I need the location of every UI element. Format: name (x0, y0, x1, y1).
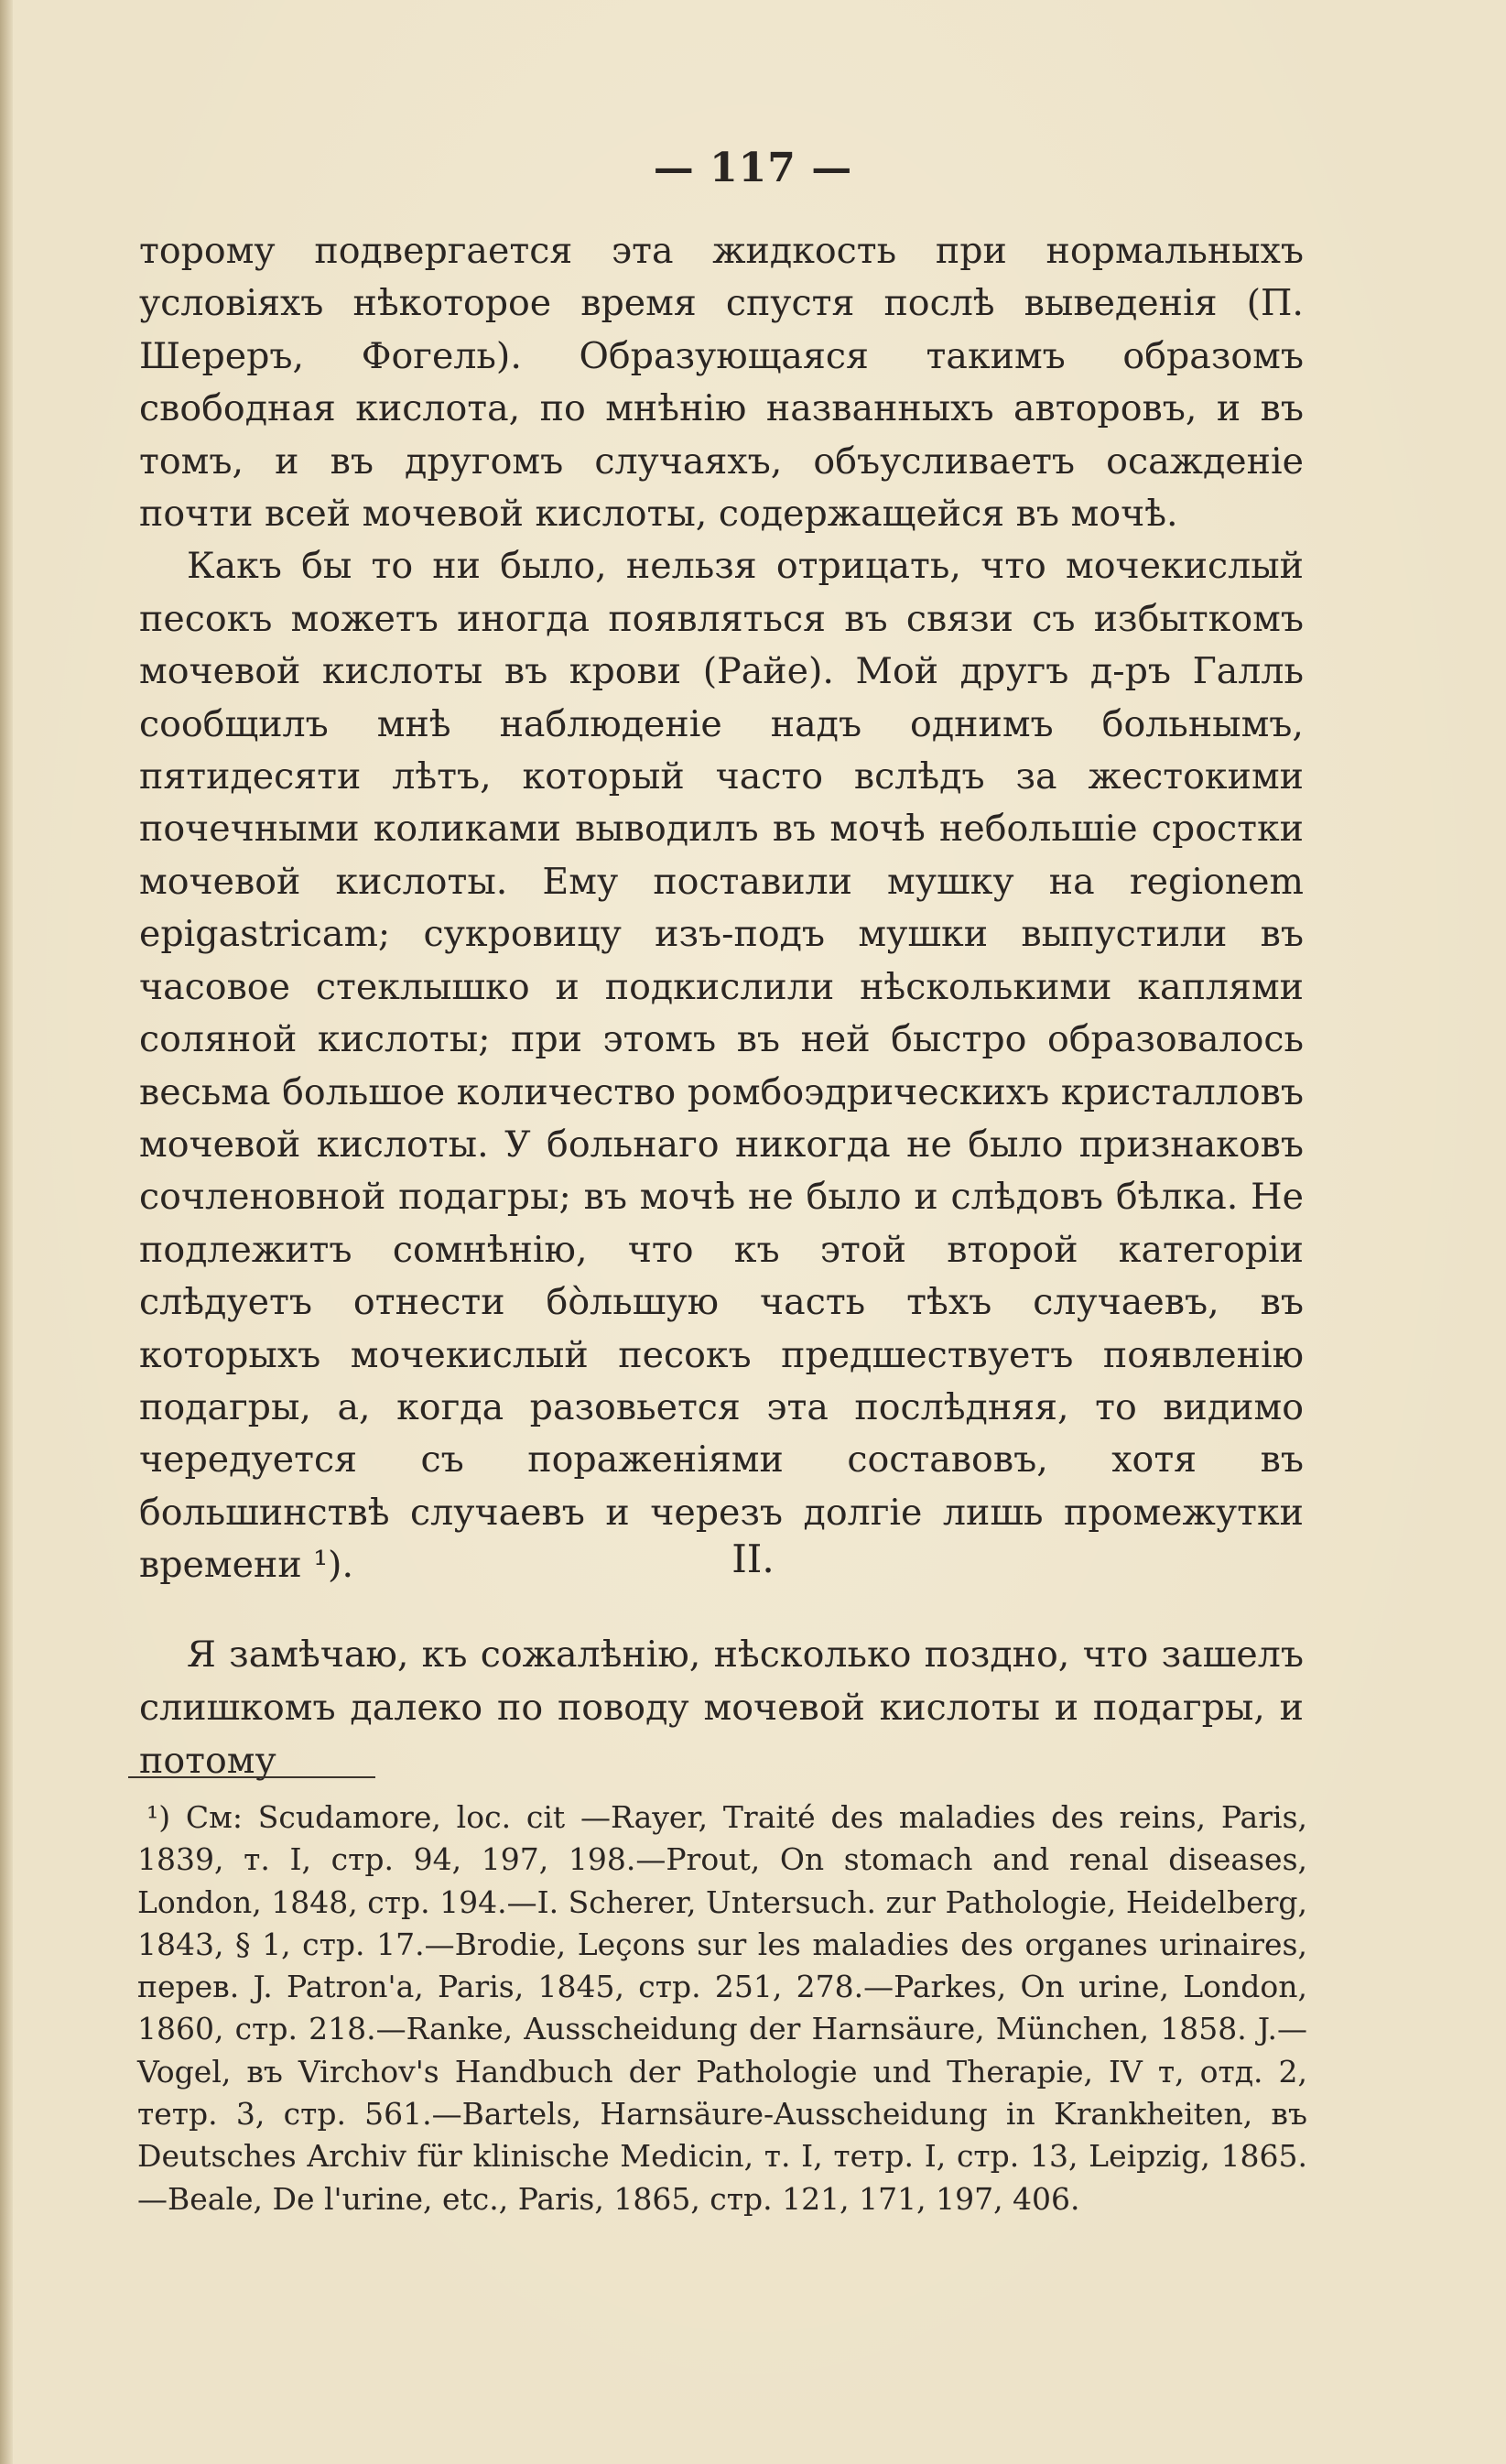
page-number: — 117 — (653, 145, 853, 191)
footnotes (137, 1796, 1307, 2220)
footnote-1: ¹) См: Scudamore, loc. cit —Rayer, Traité des maladies des reins, Paris, 1839, т. I, стр. 94, 197, 198.—Prout, On stomach and renal diseases, London, 1848, стр. 194.—I. Scherer, Untersuch. zur Pathologie, Heidelberg, 1843, § 1, стр. 17.—Brodie, Leçons sur les maladies des organes urinaires, перев. J. Patron'а, Paris, 1845, стр. 251, 278.—Parkes, On urine, London, 1860, стр. 218.—Ranke, Ausscheidung der Harnsäure, München, 1858. J.— Vogel, въ Virchov's Handbuch der Pathologie und Therapie, IV т, отд. 2, тетр. 3, стр. 561.—Bartels, Harnsäure-Ausscheidung in Krankheiten, въ Deutsches Archiv für klinische Medicin, т. I, тетр. I, стр. 13, Leipzig, 1865.—Beale, De l'urine, etc., Paris, 1865, стр. 121, 171, 197, 406. (137, 1799, 1307, 2217)
section-paragraph: Я замѣчаю, къ сожалѣнію, нѣсколько поздно, что зашелъ слишкомъ далеко по поводу мочевой кислоты и подагры, и потому (139, 1634, 1304, 1782)
footnote-reference: ¹). (313, 1544, 354, 1587)
section-text (139, 1628, 1304, 1787)
page-binding-edge (0, 0, 13, 2464)
paragraph-2 (139, 540, 1304, 1591)
paragraph-1: торому подвергается эта жидкость при нормальныхъ условіяхъ нѣкоторое время спустя послѣ выведенія (П. Шереръ, Фогель). Образующаяся такимъ образомъ свободная кислота, по мнѣнію названныхъ авторовъ, и въ томъ, и въ другомъ случаяхъ, объусливаетъ осажденіе почти всей мочевой кислоты, содержащейся въ мочѣ. (139, 230, 1304, 536)
main-text (139, 225, 1304, 1592)
footnote-divider (128, 1776, 375, 1778)
section-heading: II. (731, 1536, 775, 1581)
paragraph-2-text: Какъ бы то ни было, нельзя отрицать, что мочекислый песокъ можетъ иногда появляться въ связи съ избыткомъ мочевой кислоты въ крови (Райе). Мой другъ д-ръ Галль сообщилъ мнѣ наблюденіе надъ однимъ больнымъ, пятидесяти лѣтъ, который часто вслѣдъ за жестокими почечными коликами выводилъ въ мочѣ небольшіе сростки мочевой кислоты. Ему поставили мушку на regionem epigastricam; сукровицу изъ-подъ мушки выпустили въ часовое стеклышко и подкислили нѣсколькими каплями соляной кислоты; при этомъ въ ней быстро образовалось весьма большое количество ромбоэдрическихъ кристалловъ мочевой кислоты. У больнаго никогда не было признаковъ сочленовной подагры; въ мочѣ не было и слѣдовъ бѣлка. Не подлежитъ сомнѣнію, что къ этой второй категоріи слѣдуетъ отнести бо̀льшую часть тѣхъ случаевъ, въ которыхъ мочекислый песокъ предшествуетъ появленію подагры, а, когда разовьется эта послѣдняя, то видимо чередуется съ пораженіями составовъ, хотя въ большинствѣ случаевъ и черезъ долгіе лишь промежутки времени (139, 545, 1304, 1587)
